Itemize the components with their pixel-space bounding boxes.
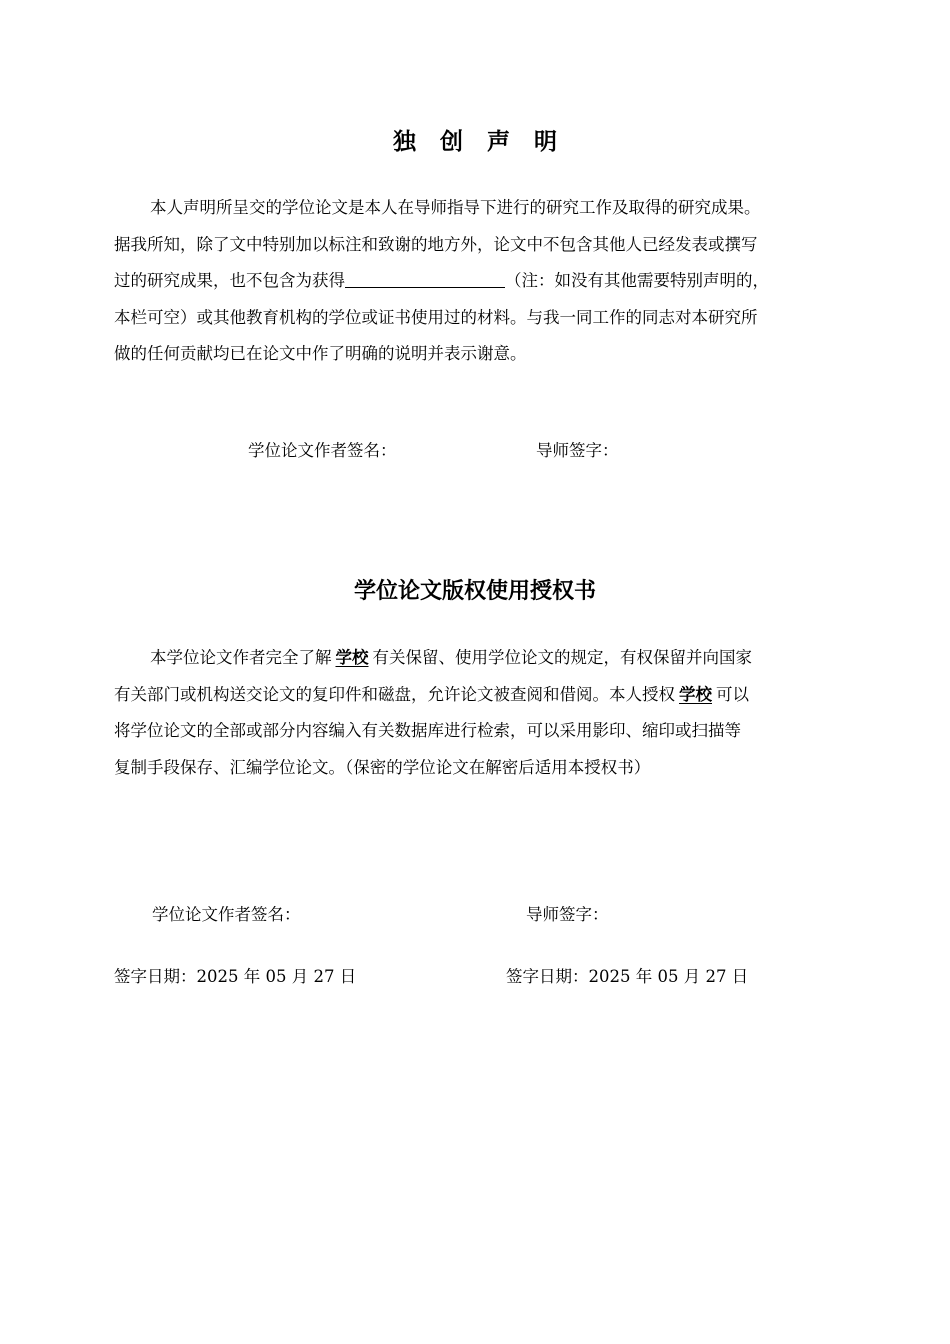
school-name: 学校 (679, 684, 712, 704)
declaration-line: 本栏可空）或其他教育机构的学位或证书使用过的材料。与我一同工作的同志对本研究所 (114, 307, 758, 327)
authorization-line (114, 677, 866, 714)
authorization-line-part: 可以 (716, 684, 749, 704)
declaration-line (114, 263, 866, 300)
declaration-line: 做的任何贡献均已在论文中作了明确的说明并表示谢意。 (114, 344, 527, 363)
supervisor-sign-date: 签字日期：2025 年 05 月 27 日 (506, 967, 749, 986)
author-sign-date: 签字日期：2025 年 05 月 27 日 (114, 967, 357, 986)
declaration-line-part: 过的研究成果，也不包含为获得 (114, 271, 345, 290)
declaration-paragraph (114, 190, 866, 373)
declaration-line: 本人声明所呈交的学位论文是本人在导师指导下进行的研究工作及取得的研究成果。 (150, 198, 761, 217)
declaration-line: 据我所知，除了文中特别加以标注和致谢的地方外，论文中不包含其他人已经发表或撰写 (114, 234, 758, 254)
authorization-line-part: 有关部门或机构送交论文的复印件和磁盘，允许论文被查阅和借阅。本人授权 (114, 684, 675, 704)
degree-blank-field (345, 267, 505, 288)
authorization-supervisor-signature-label: 导师签字： (526, 905, 609, 924)
authorization-line: 将学位论文的全部或部分内容编入有关数据库进行检索，可以采用影印、缩印或扫描等 (114, 721, 741, 740)
declaration-supervisor-signature-label: 导师签字： (536, 441, 619, 460)
declaration-author-signature-label: 学位论文作者签名： (248, 441, 397, 460)
declaration-title: 独创声明 (393, 129, 581, 155)
authorization-line-part: 本学位论文作者完全了解 (150, 648, 332, 667)
school-name: 学校 (335, 648, 369, 667)
authorization-title: 学位论文版权使用授权书 (353, 579, 596, 604)
authorization-line (114, 640, 866, 677)
declaration-line-part: （注：如没有其他需要特别声明的， (505, 271, 769, 290)
authorization-line-part: 有关保留、使用学位论文的规定，有权保留并向国家 (372, 648, 752, 667)
authorization-paragraph (114, 640, 866, 786)
authorization-line: 复制手段保存、汇编学位论文。（保密的学位论文在解密后适用本授权书） (114, 757, 651, 777)
authorization-author-signature-label: 学位论文作者签名： (152, 905, 301, 924)
